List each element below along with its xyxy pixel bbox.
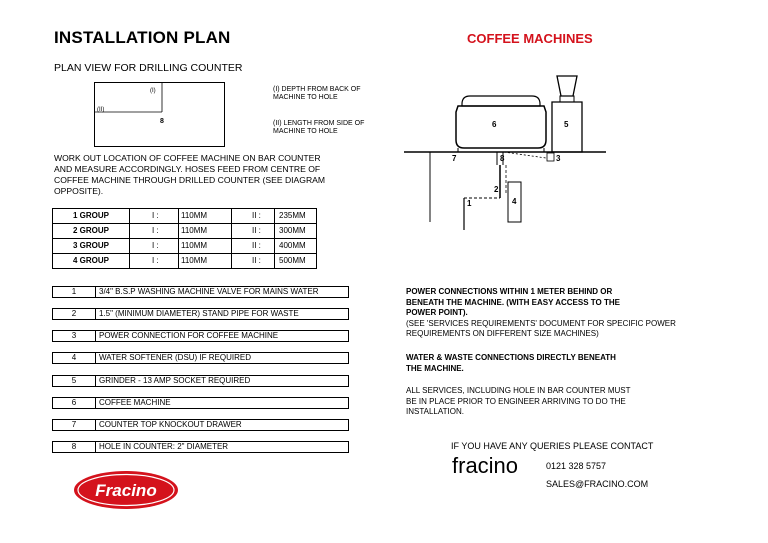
logo-text: Fracino — [95, 481, 157, 500]
depth-note: (I) DEPTH FROM BACK OF MACHINE TO HOLE — [273, 86, 361, 101]
services-info: ALL SERVICES, INCLUDING HOLE IN BAR COUNTER MUST BE IN PLACE PRIOR TO ENGINEER ARRIVING TO DO THE INSTALLATION. — [406, 386, 631, 417]
svg-text:7: 7 — [452, 154, 457, 163]
instructions-text: WORK OUT LOCATION OF COFFEE MACHINE ON BAR COUNTER AND MEASURE ACCORDINGLY. HOSES FEED FROM CENTRE OF COFFEE MACHINE THROUGH DRILLED COUNTER (SEE DIAGRAM OPPOSITE). — [54, 153, 326, 196]
hole-marker-label: 8 — [160, 118, 164, 125]
legend-item: 7 COUNTER TOP KNOCKOUT DRAWER — [52, 419, 349, 431]
table-row: 3 GROUP I : 110MM II : 400MM — [53, 239, 317, 254]
svg-text:2: 2 — [494, 185, 499, 194]
legend-item: 2 1.5" (MINIMUM DIAMETER) STAND PIPE FOR WASTE — [52, 308, 349, 320]
svg-text:4: 4 — [512, 197, 517, 206]
table-row: 4 GROUP I : 110MM II : 500MM — [53, 254, 317, 269]
side-elevation-diagram — [400, 70, 610, 230]
table-row: 1 GROUP I : 110MM II : 235MM — [53, 209, 317, 224]
contact-phone[interactable]: 0121 328 5757 — [546, 461, 607, 471]
table-row: 2 GROUP I : 110MM II : 300MM — [53, 224, 317, 239]
svg-text:3: 3 — [556, 154, 561, 163]
legend-item: 8 HOLE IN COUNTER: 2" DIAMETER — [52, 441, 349, 453]
legend-item: 5 GRINDER - 13 AMP SOCKET REQUIRED — [52, 375, 349, 387]
dimension-i-label: (I) — [150, 88, 156, 94]
contact-prompt: IF YOU HAVE ANY QUERIES PLEASE CONTACT — [451, 441, 654, 451]
coffee-machine-shape — [456, 96, 546, 152]
grinder-shape — [552, 76, 582, 152]
product-title: COFFEE MACHINES — [467, 31, 593, 46]
contact-email[interactable]: SALES@FRACINO.COM — [546, 479, 649, 489]
dimension-ii-label: (II) — [97, 107, 105, 113]
plan-view-diagram — [94, 82, 229, 150]
svg-text:8: 8 — [500, 154, 505, 163]
fracino-logo — [72, 469, 180, 511]
power-connections-info: POWER CONNECTIONS WITHIN 1 METER BEHIND OR BENEATH THE MACHINE. (WITH EASY ACCESS TO THE POWER POINT). (SEE 'SERVICES REQUIREMENTS' DOCUMENT FOR SPECIFIC POWER REQUIREMENTS ON DIFFERENT SIZE MACHINES) — [406, 287, 676, 339]
legend-item: 4 WATER SOFTENER (DSU) IF REQUIRED — [52, 352, 349, 364]
svg-text:5: 5 — [564, 120, 569, 129]
svg-text:1: 1 — [467, 199, 472, 208]
legend-item: 1 3/4" B.S.P WASHING MACHINE VALVE FOR MAINS WATER — [52, 286, 349, 298]
page-title: INSTALLATION PLAN — [54, 28, 231, 47]
water-waste-info: WATER & WASTE CONNECTIONS DIRECTLY BENEATH THE MACHINE. — [406, 353, 616, 373]
legend-item: 3 POWER CONNECTION FOR COFFEE MACHINE — [52, 330, 349, 342]
group-dimensions-table — [52, 208, 317, 269]
legend-item: 6 COFFEE MACHINE — [52, 397, 349, 409]
contact-brand-name: fracino — [452, 453, 519, 478]
plan-view-subtitle: PLAN VIEW FOR DRILLING COUNTER — [54, 62, 243, 74]
length-note: (II) LENGTH FROM SIDE OF MACHINE TO HOLE — [273, 120, 365, 135]
svg-text:6: 6 — [492, 120, 497, 129]
